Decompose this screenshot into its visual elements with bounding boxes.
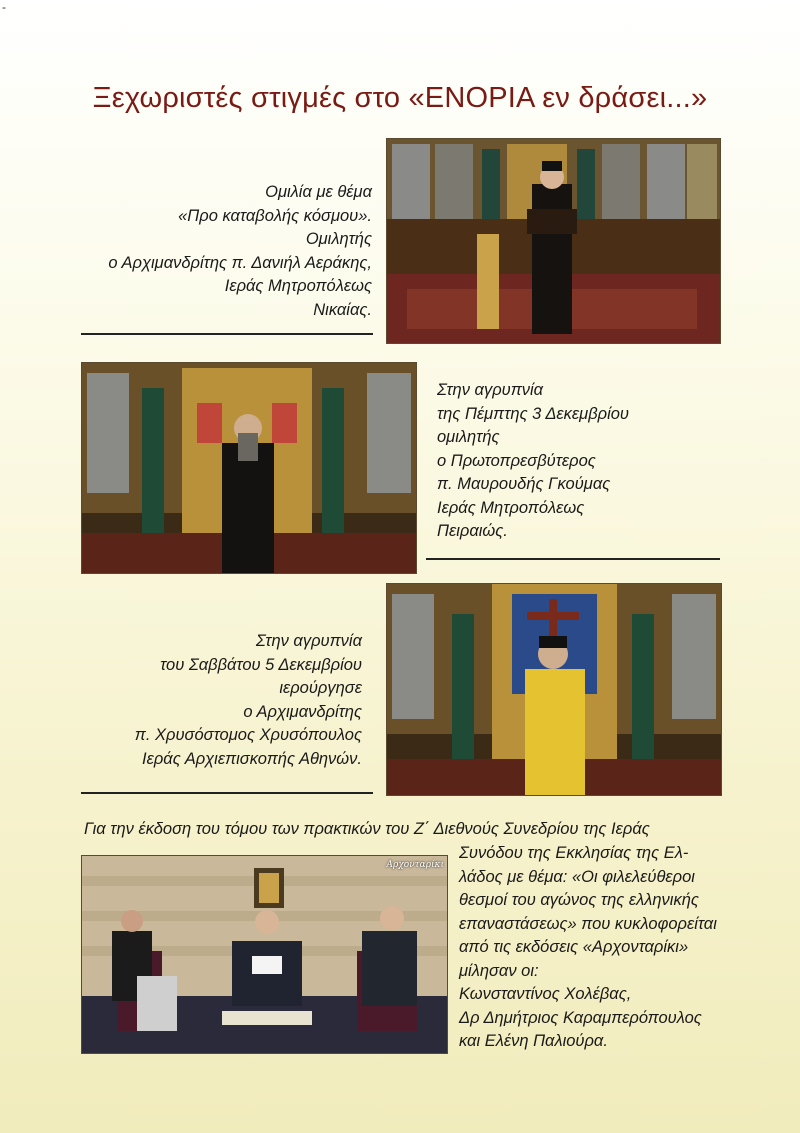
- divider-2: [426, 558, 720, 560]
- vigil-saturday-photo: [386, 583, 722, 796]
- book-presentation-photo: [81, 855, 448, 1054]
- thursday-vigil-caption: Στην αγρυπνία της Πέμπτης 3 Δεκεμβρίου ομιλητής ο Πρωτοπρεσβύτερος π. Μαυρουδής Γκούμας Ιεράς Μητροπόλεως Πειραιώς.: [437, 381, 629, 540]
- tv-logo: Αρχονταρίκι: [386, 860, 444, 870]
- book-intro-line: Για την έκδοση του τόμου των πρακτικών του Ζ΄ Διεθνούς Συνεδρίου της Ιεράς: [84, 820, 650, 838]
- divider-1: [81, 333, 373, 335]
- page-title: Ξεχωριστές στιγμές στο «ΕΝΟΡΙΑ εν δράσει...»: [92, 82, 708, 114]
- book-presentation-caption: Συνόδου της Εκκλησίας της Ελ- λάδος με θέμα: «Οι φιλελεύθεροι θεσμοί του αγώνος της ελληνικής επαναστάσεως» που κυκλοφορείται από τις εκδόσεις «Αρχονταρίκι» μίλησαν οι: Κωνσταντίνος Χολέβας, Δρ Δημήτριος Καραμπερόπουλος και Ελένη Παλιούρα.: [459, 844, 717, 1050]
- corner-mark: -: [2, 0, 6, 14]
- vigil-thursday-photo: [81, 362, 417, 574]
- priest-homily-photo: [386, 138, 721, 344]
- saturday-vigil-caption: Στην αγρυπνία του Σαββάτου 5 Δεκεμβρίου ιερούργησε ο Αρχιμανδρίτης π. Χρυσόστομος Χρυσόπουλος Ιεράς Αρχιεπισκοπής Αθηνών.: [134, 632, 362, 768]
- divider-3: [81, 792, 373, 794]
- homily-caption: Ομιλία με θέμα «Προ καταβολής κόσμου». Ομιλητής ο Αρχιμανδρίτης π. Δανιήλ Αεράκης, Ιεράς Μητροπόλεως Νικαίας.: [108, 183, 372, 319]
